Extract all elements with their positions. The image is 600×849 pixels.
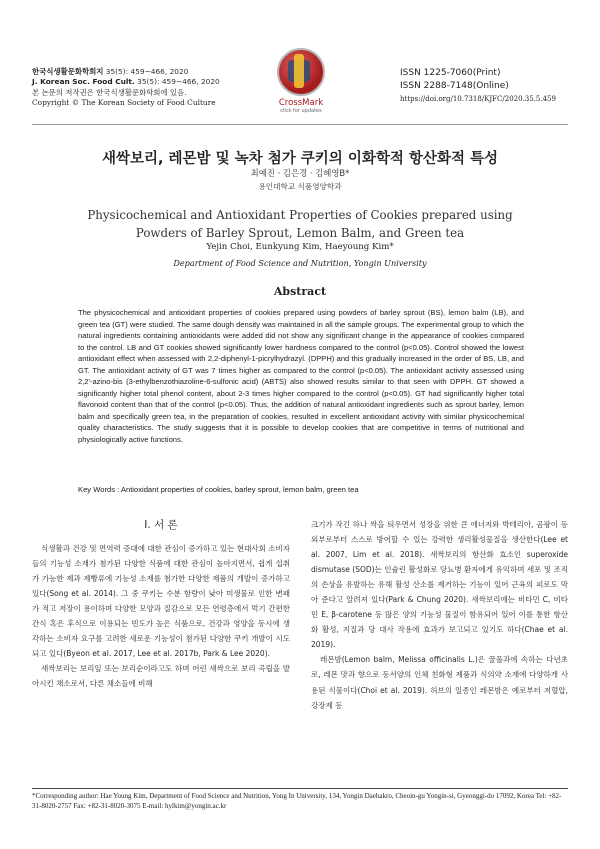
abstract-text: The physicochemical and antioxidant properties of cookies prepared using powders of barley sprout (BS), lemon balm (LB), and green tea (GT) were studied. The same dough density was maintained in all the sample groups. The experimental group to which the natural ingredients containing antioxidants were added did not show any significant change in the appearance of cookies compared to the control. LB and GT cookies showed significantly lower hardness compared to the control (p<0.05). Control showed the lowest antioxidant effect when assessed with 2,2-diphenyl-1-picrylhydrazyl. (DPPH) and this gradually increased in the order of BS, LB, and GT. The antioxidant activity of GT was 7 times higher as compared to the control (p<0.05). The antioxidant activity assessed using 2,2'-azino-bis (3-ethylbenzothiazoline-6-sulfonic acid) (ABTS) also showed results similar to that seen with DPPH. GT showed a significantly higher total phenol content, about 2-3 times higher compared to the control (p<0.05). GT had significantly higher total flavonoid content than that of the control (p<0.05). Thus, the addition of natural antioxidant ingredients such as sprout barley, lemon balm and specifically green tea, in the preparation of cookies, resulted in excellent antioxidant activity with similar physicochemical quality characteristics. The study suggests that it is possible to develop cookies that are competitive in terms of nutritional and physiologically active functions. bbox=[78, 308, 524, 445]
copyright-ko: 본 논문의 저작권은 한국식생활문화학회에 있음. bbox=[32, 87, 187, 97]
journal-line-en bbox=[32, 77, 282, 87]
issn-block bbox=[400, 67, 570, 106]
affiliation-english: Department of Food Science and Nutrition, Yongin University bbox=[173, 258, 427, 268]
journal-name-ko: 한국식생활문화학회지 bbox=[32, 67, 104, 76]
issn-online: ISSN 2288-7148(Online) bbox=[400, 81, 509, 91]
abstract-heading: Abstract bbox=[273, 285, 327, 298]
title-english bbox=[80, 207, 520, 242]
copyright-en: Copyright © The Korean Society of Food Culture bbox=[32, 97, 216, 107]
crossmark-badge[interactable] bbox=[260, 48, 342, 122]
affiliation-korean: 용인대학교 식품영양학과 bbox=[258, 182, 342, 191]
paragraph: 새싹보리는 보리잎 또는 보리순이라고도 하며 어린 새싹으로 보리 곡립을 발아시킨 채소로서, 다른 채소들에 비해 bbox=[32, 664, 290, 689]
authors-korean: 최예진 · 김은경 · 김혜영B* bbox=[250, 168, 350, 178]
corresponding-author-footnote: *Corresponding author: Hae Young Kim, Department of Food Science and Nutrition, Yong In University, 134, Yongin Daehakro, Cheoin-gu Yongin-si, Gyeonggi-do 17092, Korea Tel: +82-31-8020-2757 Fax: +82-31-8020-3075 E-mail: hylkim@yongin.ac.kr bbox=[32, 792, 562, 810]
body-column-right bbox=[311, 517, 568, 713]
journal-info bbox=[32, 67, 282, 108]
header-divider bbox=[32, 124, 568, 125]
journal-volume-ko: 35(5): 459~466, 2020 bbox=[103, 67, 189, 76]
authors-english: Yejin Choi, Eunkyung Kim, Haeyoung Kim* bbox=[206, 242, 394, 252]
section-title-introduction: Ⅰ. 서 론 bbox=[144, 519, 178, 531]
journal-line-ko bbox=[32, 67, 282, 77]
footnote-divider bbox=[32, 788, 568, 789]
keywords: Key Words : Antioxidant properties of cookies, barley sprout, lemon balm, green tea bbox=[78, 485, 359, 494]
crossmark-title: CrossMark bbox=[278, 98, 324, 108]
crossmark-icon bbox=[277, 48, 325, 96]
paragraph: 레몬밤(Lemon balm, Melissa officinalis L.)은 꿀풀과에 속하는 다년초로, 레몬 맛과 향으로 동서양의 인체 친화형 제품과 식의약 소재에 다양하게 사용된 식물이다(Choi et al. 2019). 허브의 일종인 레몬밤은 예로부터 저혈압, 강장제 등 bbox=[311, 655, 568, 710]
paragraph: 크기가 작긴 하나 싹을 틔우면서 성장을 위한 큰 에너지와 박테리아, 곰팡이 등 외부로부터 스스로 방어할 수 있는 강력한 생리활성물질을 생산한다(Lee et al. 2007, Lim et al. 2018). 새싹보리의 항산화 효소인 superoxide dismutase (SOD)는 인슐린 활성화로 당뇨병 환자에게 유익하며 세포 및 조직의 손상을 유발하는 유해 활성 산소를 제거하는 기능이 있어 근육의 피로도 막아 준다고 알려져 있다(Park & Chung 2020). 새싹보리에는 비타민 C, 비타민 E, β-carotene 등 많은 양의 기능성 물질이 함유되어 있어 이를 통한 항산화 활성, 지질과 당 대사 작용에 효과가 보고되고 있기도 하다(Chae et al. 2019). bbox=[311, 520, 568, 650]
paragraph: 식생활과 건강 및 면역력 증대에 대한 관심이 증가하고 있는 현대사회 소비자들의 기능성 소재가 첨가된 다양한 식품에 대한 관심이 높아지면서, 쉽게 섭취가 가능한 제과 제빵류에 기능성 소재를 첨가한 다양한 제품의 개발이 증가하고 있다(Song et al. 2014). 그 중 쿠키는 수분 함량이 낮아 미생물로 인한 변패가 적고 저장이 용이하며 다양한 모양과 질감으로 모든 연령층에서 먹기 간편한 간식 혹은 후식으로 이용되는 빈도가 높은 식품으로, 건강과 영양을 동시에 생각하는 소비자 요구를 고려한 새로운 기능성이 첨가된 다양한 쿠키 개발이 시도되고 있다(Byeon et al. 2017, Lee et al. 2017b, Park & Lee 2020). bbox=[32, 544, 290, 659]
title-korean: 새싹보리, 레몬밤 및 녹차 첨가 쿠키의 이화학적 항산화적 특성 bbox=[101, 151, 499, 167]
doi-link[interactable]: https://doi.org/10.7318/KJFC/2020.35.5.459 bbox=[400, 95, 556, 103]
body-column-left bbox=[32, 541, 290, 691]
issn-print: ISSN 1225-7060(Print) bbox=[400, 68, 501, 78]
title-english-line2: Powders of Barley Sprout, Lemon Balm, and Green tea bbox=[135, 225, 465, 240]
crossmark-subtitle: click for updates bbox=[280, 108, 322, 114]
title-english-line1: Physicochemical and Antioxidant Properties of Cookies prepared using bbox=[87, 208, 513, 222]
journal-volume-en: 35(5): 459~466, 2020 bbox=[134, 77, 220, 87]
journal-name-en: J. Korean Soc. Food Cult. bbox=[32, 77, 135, 87]
